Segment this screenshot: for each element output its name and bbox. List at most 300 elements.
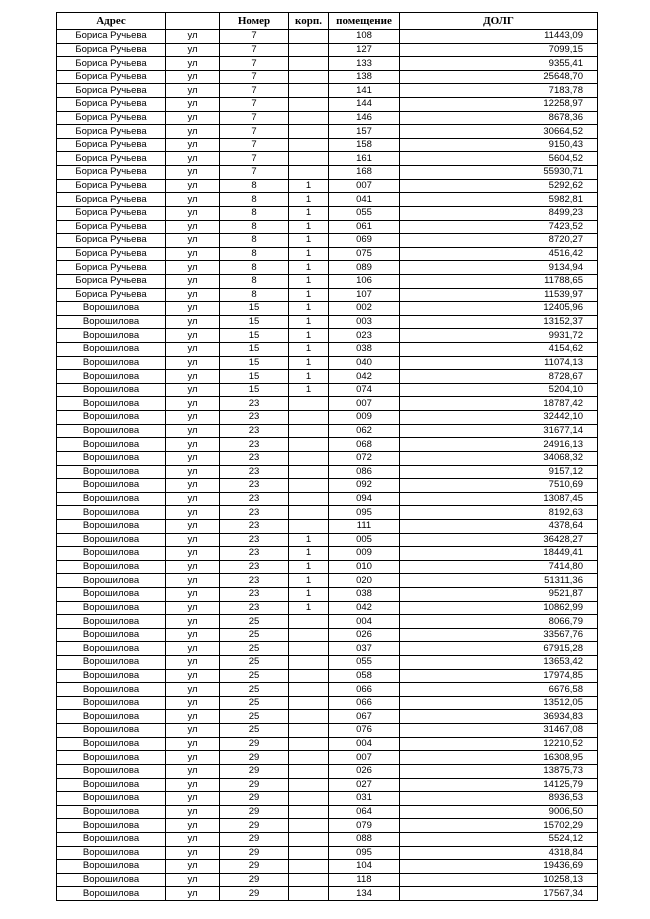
cell-street: Бориса Ручьева: [57, 70, 166, 84]
cell-street: Ворошилова: [57, 315, 166, 329]
cell-building: [289, 98, 329, 112]
cell-building: 1: [289, 574, 329, 588]
cell-room: 074: [329, 383, 400, 397]
cell-debt: 16308,95: [400, 751, 598, 765]
cell-building: [289, 166, 329, 180]
cell-debt: 13875,73: [400, 764, 598, 778]
cell-number: 15: [220, 343, 289, 357]
cell-building: [289, 873, 329, 887]
cell-debt: 18449,41: [400, 547, 598, 561]
cell-number: 7: [220, 166, 289, 180]
cell-street: Ворошилова: [57, 397, 166, 411]
cell-street-type: ул: [166, 683, 220, 697]
cell-number: 7: [220, 138, 289, 152]
cell-debt: 12210,52: [400, 737, 598, 751]
cell-street: Ворошилова: [57, 873, 166, 887]
cell-street: Ворошилова: [57, 411, 166, 425]
cell-street-type: ул: [166, 669, 220, 683]
cell-street: Ворошилова: [57, 587, 166, 601]
cell-debt: 5982,81: [400, 193, 598, 207]
cell-building: [289, 846, 329, 860]
table-row: [57, 152, 598, 166]
cell-debt: 10862,99: [400, 601, 598, 615]
cell-street-type: ул: [166, 764, 220, 778]
cell-debt: 7423,52: [400, 220, 598, 234]
cell-number: 23: [220, 438, 289, 452]
cell-debt: 7183,78: [400, 84, 598, 98]
cell-street-type: ул: [166, 397, 220, 411]
cell-room: 072: [329, 451, 400, 465]
cell-building: 1: [289, 533, 329, 547]
cell-room: 111: [329, 519, 400, 533]
cell-building: [289, 778, 329, 792]
cell-room: 127: [329, 43, 400, 57]
table-row: [57, 547, 598, 561]
cell-number: 29: [220, 805, 289, 819]
table-row: [57, 846, 598, 860]
cell-street-type: ул: [166, 343, 220, 357]
cell-room: 061: [329, 220, 400, 234]
cell-building: 1: [289, 370, 329, 384]
cell-building: [289, 57, 329, 71]
cell-street-type: ул: [166, 628, 220, 642]
table-row: [57, 805, 598, 819]
cell-street: Ворошилова: [57, 533, 166, 547]
table-row: [57, 751, 598, 765]
cell-street: Ворошилова: [57, 778, 166, 792]
cell-street-type: ул: [166, 356, 220, 370]
cell-number: 23: [220, 533, 289, 547]
cell-number: 23: [220, 411, 289, 425]
cell-building: 1: [289, 315, 329, 329]
table-row: [57, 438, 598, 452]
table-row: [57, 138, 598, 152]
cell-number: 25: [220, 615, 289, 629]
cell-street: Ворошилова: [57, 465, 166, 479]
cell-street-type: ул: [166, 302, 220, 316]
cell-street-type: ул: [166, 860, 220, 874]
cell-building: 1: [289, 383, 329, 397]
cell-room: 038: [329, 587, 400, 601]
cell-street-type: ул: [166, 57, 220, 71]
cell-street: Ворошилова: [57, 751, 166, 765]
table-row: [57, 615, 598, 629]
cell-room: 042: [329, 370, 400, 384]
cell-number: 7: [220, 125, 289, 139]
cell-room: 005: [329, 533, 400, 547]
cell-room: 031: [329, 792, 400, 806]
cell-street-type: ул: [166, 696, 220, 710]
cell-number: 7: [220, 98, 289, 112]
cell-room: 068: [329, 438, 400, 452]
table-row: [57, 206, 598, 220]
cell-room: 107: [329, 288, 400, 302]
cell-debt: 7099,15: [400, 43, 598, 57]
cell-street: Бориса Ручьева: [57, 274, 166, 288]
table-row: [57, 479, 598, 493]
cell-number: 23: [220, 397, 289, 411]
cell-number: 23: [220, 424, 289, 438]
table-row: [57, 519, 598, 533]
cell-street-type: ул: [166, 329, 220, 343]
cell-number: 7: [220, 152, 289, 166]
table-row: [57, 792, 598, 806]
cell-street: Ворошилова: [57, 832, 166, 846]
cell-building: [289, 125, 329, 139]
cell-street-type: ул: [166, 846, 220, 860]
cell-street-type: ул: [166, 560, 220, 574]
cell-building: 1: [289, 288, 329, 302]
header-number: Номер: [220, 13, 289, 30]
cell-debt: 18787,42: [400, 397, 598, 411]
cell-street: Бориса Ручьева: [57, 179, 166, 193]
cell-room: 133: [329, 57, 400, 71]
cell-street: Бориса Ручьева: [57, 43, 166, 57]
table-row: [57, 506, 598, 520]
cell-room: 138: [329, 70, 400, 84]
cell-street: Бориса Ручьева: [57, 84, 166, 98]
cell-building: [289, 696, 329, 710]
cell-street: Ворошилова: [57, 356, 166, 370]
cell-street: Ворошилова: [57, 574, 166, 588]
cell-debt: 32442,10: [400, 411, 598, 425]
cell-room: 020: [329, 574, 400, 588]
cell-debt: 8720,27: [400, 234, 598, 248]
cell-building: [289, 30, 329, 44]
cell-debt: 4318,84: [400, 846, 598, 860]
cell-building: [289, 519, 329, 533]
cell-street-type: ул: [166, 438, 220, 452]
cell-room: 079: [329, 819, 400, 833]
cell-street: Бориса Ручьева: [57, 98, 166, 112]
cell-number: 25: [220, 628, 289, 642]
table-row: [57, 288, 598, 302]
table-row: [57, 261, 598, 275]
cell-street-type: ул: [166, 138, 220, 152]
cell-building: 1: [289, 587, 329, 601]
cell-building: 1: [289, 601, 329, 615]
cell-building: [289, 397, 329, 411]
cell-room: 055: [329, 656, 400, 670]
cell-street-type: ул: [166, 873, 220, 887]
cell-room: 095: [329, 846, 400, 860]
cell-building: 1: [289, 206, 329, 220]
cell-number: 8: [220, 193, 289, 207]
table-row: [57, 424, 598, 438]
table-row: [57, 98, 598, 112]
cell-street: Ворошилова: [57, 492, 166, 506]
cell-number: 25: [220, 683, 289, 697]
cell-street-type: ул: [166, 587, 220, 601]
cell-street: Ворошилова: [57, 737, 166, 751]
cell-debt: 25648,70: [400, 70, 598, 84]
cell-building: [289, 642, 329, 656]
cell-debt: 8066,79: [400, 615, 598, 629]
cell-street-type: ул: [166, 411, 220, 425]
cell-street-type: ул: [166, 424, 220, 438]
table-row: [57, 683, 598, 697]
table-row: [57, 710, 598, 724]
cell-room: 042: [329, 601, 400, 615]
cell-street: Бориса Ручьева: [57, 234, 166, 248]
table-row: [57, 819, 598, 833]
cell-street: Ворошилова: [57, 383, 166, 397]
cell-room: 094: [329, 492, 400, 506]
cell-room: 062: [329, 424, 400, 438]
cell-number: 15: [220, 315, 289, 329]
cell-street: Ворошилова: [57, 601, 166, 615]
cell-room: 118: [329, 873, 400, 887]
cell-room: 069: [329, 234, 400, 248]
cell-street-type: ул: [166, 220, 220, 234]
cell-number: 23: [220, 519, 289, 533]
table-row: [57, 343, 598, 357]
cell-street-type: ул: [166, 819, 220, 833]
table-row: [57, 656, 598, 670]
cell-debt: 30664,52: [400, 125, 598, 139]
cell-street: Ворошилова: [57, 642, 166, 656]
cell-street: Бориса Ручьева: [57, 261, 166, 275]
cell-number: 7: [220, 84, 289, 98]
cell-debt: 10258,13: [400, 873, 598, 887]
cell-debt: 51311,36: [400, 574, 598, 588]
cell-street-type: ул: [166, 724, 220, 738]
table-row: [57, 601, 598, 615]
cell-number: 23: [220, 574, 289, 588]
cell-street: Ворошилова: [57, 343, 166, 357]
table-row: [57, 628, 598, 642]
cell-debt: 12405,96: [400, 302, 598, 316]
cell-building: [289, 710, 329, 724]
cell-building: [289, 492, 329, 506]
table-row: [57, 30, 598, 44]
cell-street: Бориса Ручьева: [57, 111, 166, 125]
cell-room: 007: [329, 179, 400, 193]
cell-number: 8: [220, 220, 289, 234]
cell-room: 095: [329, 506, 400, 520]
cell-room: 003: [329, 315, 400, 329]
cell-building: [289, 792, 329, 806]
cell-debt: 9150,43: [400, 138, 598, 152]
cell-debt: 4516,42: [400, 247, 598, 261]
table-row: [57, 451, 598, 465]
cell-room: 007: [329, 751, 400, 765]
table-row: [57, 70, 598, 84]
cell-street-type: ул: [166, 261, 220, 275]
cell-room: 004: [329, 615, 400, 629]
cell-number: 29: [220, 887, 289, 901]
cell-street: Ворошилова: [57, 669, 166, 683]
cell-room: 158: [329, 138, 400, 152]
cell-building: [289, 887, 329, 901]
cell-debt: 9006,50: [400, 805, 598, 819]
cell-debt: 9355,41: [400, 57, 598, 71]
cell-street: Ворошилова: [57, 370, 166, 384]
cell-street-type: ул: [166, 315, 220, 329]
cell-debt: 9931,72: [400, 329, 598, 343]
cell-building: [289, 860, 329, 874]
cell-room: 067: [329, 710, 400, 724]
cell-number: 23: [220, 560, 289, 574]
cell-room: 075: [329, 247, 400, 261]
cell-street-type: ул: [166, 111, 220, 125]
cell-street-type: ул: [166, 247, 220, 261]
table-row: [57, 315, 598, 329]
table-row: [57, 274, 598, 288]
table-row: [57, 587, 598, 601]
cell-number: 29: [220, 792, 289, 806]
cell-street-type: ул: [166, 166, 220, 180]
cell-number: 29: [220, 751, 289, 765]
cell-building: [289, 451, 329, 465]
cell-number: 25: [220, 669, 289, 683]
cell-building: [289, 43, 329, 57]
cell-building: [289, 424, 329, 438]
cell-street: Бориса Ручьева: [57, 152, 166, 166]
cell-street: Ворошилова: [57, 519, 166, 533]
cell-street-type: ул: [166, 70, 220, 84]
cell-number: 23: [220, 451, 289, 465]
cell-street: Бориса Ручьева: [57, 166, 166, 180]
cell-street: Бориса Ручьева: [57, 206, 166, 220]
header-street-type: [166, 13, 220, 30]
cell-street-type: ул: [166, 479, 220, 493]
cell-debt: 17974,85: [400, 669, 598, 683]
cell-street: Ворошилова: [57, 506, 166, 520]
cell-street-type: ул: [166, 656, 220, 670]
cell-room: 040: [329, 356, 400, 370]
cell-number: 29: [220, 846, 289, 860]
cell-debt: 8936,53: [400, 792, 598, 806]
cell-debt: 36428,27: [400, 533, 598, 547]
table-row: [57, 43, 598, 57]
cell-street: Ворошилова: [57, 656, 166, 670]
cell-number: 29: [220, 832, 289, 846]
cell-debt: 9134,94: [400, 261, 598, 275]
cell-street: Бориса Ручьева: [57, 247, 166, 261]
cell-building: 1: [289, 302, 329, 316]
table-row: [57, 193, 598, 207]
table-row: [57, 57, 598, 71]
cell-street-type: ул: [166, 30, 220, 44]
cell-street: Ворошилова: [57, 846, 166, 860]
cell-building: [289, 628, 329, 642]
cell-debt: 11539,97: [400, 288, 598, 302]
cell-room: 168: [329, 166, 400, 180]
cell-room: 027: [329, 778, 400, 792]
cell-room: 041: [329, 193, 400, 207]
table-row: [57, 111, 598, 125]
table-row: [57, 737, 598, 751]
table-row: [57, 411, 598, 425]
cell-debt: 13653,42: [400, 656, 598, 670]
table-row: [57, 887, 598, 901]
cell-room: 104: [329, 860, 400, 874]
table-row: [57, 247, 598, 261]
cell-number: 7: [220, 111, 289, 125]
cell-number: 23: [220, 547, 289, 561]
cell-room: 026: [329, 764, 400, 778]
cell-debt: 11788,65: [400, 274, 598, 288]
cell-room: 038: [329, 343, 400, 357]
table-row: [57, 370, 598, 384]
cell-debt: 13152,37: [400, 315, 598, 329]
cell-street-type: ул: [166, 451, 220, 465]
cell-building: [289, 683, 329, 697]
table-row: [57, 220, 598, 234]
cell-number: 25: [220, 724, 289, 738]
cell-number: 23: [220, 587, 289, 601]
cell-room: 086: [329, 465, 400, 479]
cell-debt: 31677,14: [400, 424, 598, 438]
cell-debt: 31467,08: [400, 724, 598, 738]
cell-building: [289, 656, 329, 670]
cell-street-type: ул: [166, 710, 220, 724]
cell-debt: 13087,45: [400, 492, 598, 506]
cell-room: 066: [329, 683, 400, 697]
cell-street-type: ул: [166, 98, 220, 112]
cell-number: 23: [220, 465, 289, 479]
cell-number: 8: [220, 274, 289, 288]
cell-number: 23: [220, 479, 289, 493]
cell-street: Ворошилова: [57, 696, 166, 710]
cell-room: 108: [329, 30, 400, 44]
cell-building: [289, 737, 329, 751]
cell-room: 010: [329, 560, 400, 574]
table-row: [57, 302, 598, 316]
table-row: [57, 166, 598, 180]
cell-building: 1: [289, 343, 329, 357]
cell-number: 15: [220, 329, 289, 343]
table-row: [57, 560, 598, 574]
cell-number: 29: [220, 778, 289, 792]
cell-street-type: ул: [166, 887, 220, 901]
cell-street-type: ул: [166, 506, 220, 520]
cell-number: 8: [220, 247, 289, 261]
cell-number: 23: [220, 601, 289, 615]
cell-room: 026: [329, 628, 400, 642]
cell-street-type: ул: [166, 383, 220, 397]
cell-street: Ворошилова: [57, 819, 166, 833]
cell-debt: 4154,62: [400, 343, 598, 357]
cell-room: 066: [329, 696, 400, 710]
table-row: [57, 832, 598, 846]
table-row: [57, 574, 598, 588]
cell-number: 29: [220, 860, 289, 874]
cell-debt: 6676,58: [400, 683, 598, 697]
cell-street-type: ул: [166, 792, 220, 806]
cell-debt: 5524,12: [400, 832, 598, 846]
cell-street: Ворошилова: [57, 860, 166, 874]
cell-street-type: ул: [166, 206, 220, 220]
cell-room: 023: [329, 329, 400, 343]
table-body: [57, 30, 598, 901]
cell-room: 106: [329, 274, 400, 288]
header-debt: ДОЛГ: [400, 13, 598, 30]
cell-street: Ворошилова: [57, 792, 166, 806]
cell-building: [289, 152, 329, 166]
cell-street-type: ул: [166, 615, 220, 629]
cell-street-type: ул: [166, 778, 220, 792]
cell-debt: 34068,32: [400, 451, 598, 465]
cell-street: Ворошилова: [57, 424, 166, 438]
cell-street: Ворошилова: [57, 438, 166, 452]
cell-debt: 5292,62: [400, 179, 598, 193]
cell-room: 007: [329, 397, 400, 411]
cell-building: 1: [289, 547, 329, 561]
cell-debt: 8678,36: [400, 111, 598, 125]
cell-street: Бориса Ручьева: [57, 220, 166, 234]
